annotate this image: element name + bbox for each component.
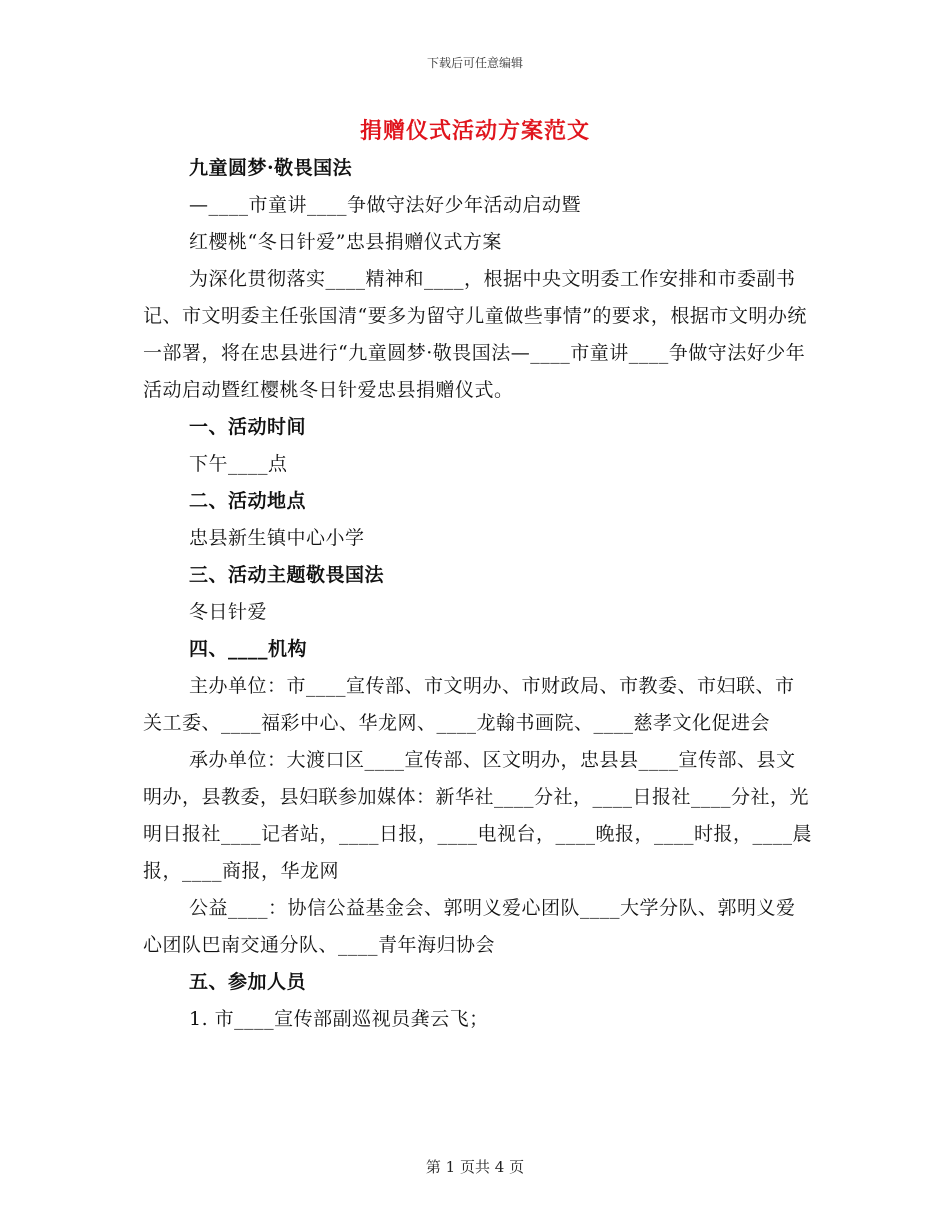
subtitle-line-2: —____市童讲____争做守法好少年活动启动暨 (189, 194, 582, 216)
organizers-paragraph: 主办单位：市____宣传部、市文明办、市财政局、市教委、市妇联、市关工委、____福彩中心、华龙网、____龙翰书画院、____慈孝文化促进会 (143, 675, 795, 734)
subtitle-line: 九童圆梦·敬畏国法 (189, 157, 353, 179)
subtitle-line-3: 红樱桃“冬日针爱”忠县捐赠仪式方案 (189, 231, 502, 253)
document-body (143, 150, 813, 1038)
section-heading-theme: 三、活动主题敬畏国法 (189, 564, 385, 586)
participant-item: 1. 市____宣传部副巡视员龚云飞； (189, 1008, 489, 1030)
document-title: 捐赠仪式活动方案范文 (359, 118, 590, 144)
header-note: 下载后可任意编辑 (426, 56, 523, 70)
section-body-time: 下午____点 (189, 453, 288, 475)
section-heading-organizations: 四、____机构 (189, 638, 308, 660)
section-heading-location: 二、活动地点 (189, 490, 307, 512)
page-footer: 第 1 页共 4 页 (425, 1158, 525, 1176)
charity-paragraph: 公益____：协信公益基金会、郭明义爱心团队____大学分队、郭明义爱心团队巴南交通分队、____青年海归协会 (143, 897, 796, 956)
section-body-location: 忠县新生镇中心小学 (189, 527, 365, 549)
intro-paragraph: 为深化贯彻落实____精神和____，根据中央文明委工作安排和市委副书记、市文明委主任张国清“要多为留守儿童做些事情”的要求，根据市文明办统一部署，将在忠县进行“九童圆梦·敬畏国法—____市童讲____争做守法好少年活动启动暨红樱桃冬日针爱忠县捐赠仪式。 (143, 268, 807, 401)
section-body-theme: 冬日针爱 (189, 601, 268, 623)
section-heading-time: 一、活动时间 (189, 416, 307, 438)
section-heading-participants: 五、参加人员 (189, 971, 307, 993)
co-organizers-paragraph: 承办单位：大渡口区____宣传部、区文明办，忠县县____宣传部、县文明办，县教委，县妇联参加媒体：新华社____分社，____日报社____分社，光明日报社____记者站，____日报，____电视台，____晚报，____时报，____晨报，____商报，华龙网 (143, 749, 813, 882)
